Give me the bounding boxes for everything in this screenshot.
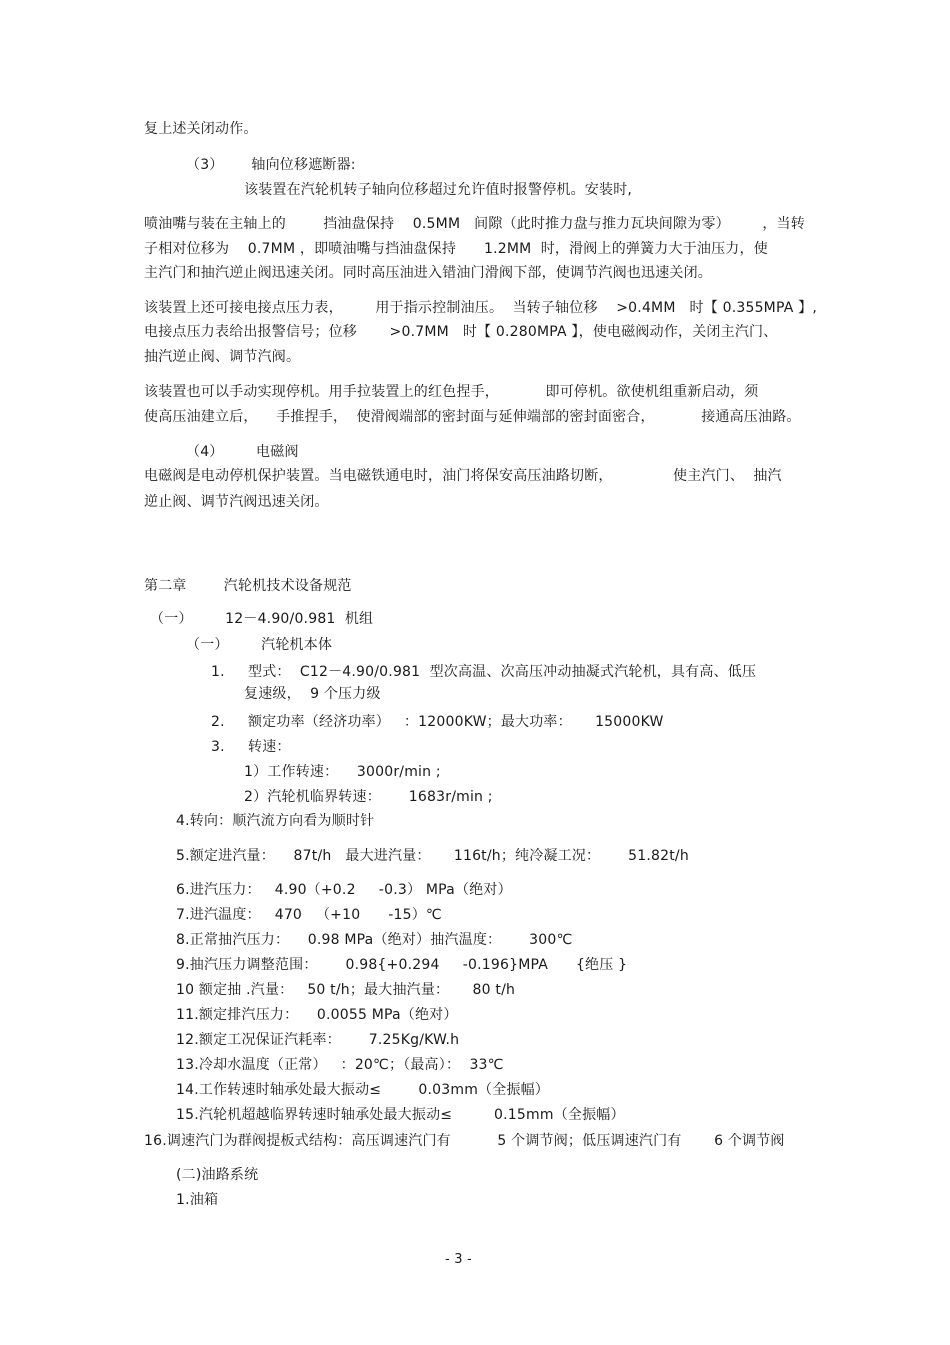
chapter-heading: 第二章 汽轮机技术设备规范 — [144, 578, 352, 594]
list-item: 13.冷却水温度（正常） ：20℃；（最高）： 33℃ — [176, 1057, 504, 1073]
text-line: 抽汽逆止阀、调节汽阀。 — [144, 349, 301, 365]
section-heading: （4） 电磁阀 — [186, 444, 299, 460]
list-item: 16.调速汽门为群阀提板式结构：高压调速汽门有 5 个调节阀；低压调速汽门有 6 个调节阀 — [144, 1133, 785, 1149]
section-heading: （一） 12－4.90/0.981 机组 — [150, 611, 374, 627]
list-item: 3. 转速： — [211, 739, 291, 755]
list-item: 10 额定抽 .汽量： 50 t/h；最大抽汽量： 80 t/h — [176, 982, 516, 998]
text-line: 复上述关闭动作。 — [144, 121, 258, 137]
text-line: 电接点压力表给出报警信号；位移 >0.7MM 时【 0.280MPA 】，使电磁阀动作，关闭主汽门、 — [144, 324, 778, 340]
text-line: 该装置在汽轮机转子轴向位移超过允许值时报警停机。安装时, — [244, 182, 633, 198]
text-line: 逆止阀、调节汽阀迅速关闭。 — [144, 494, 329, 510]
text-line: 电磁阀是电动停机保护装置。当电磁铁通电时，油门将保安高压油路切断， 使主汽门、 抽汽 — [144, 468, 782, 484]
list-item: 9.抽汽压力调整范围： 0.98{+0.294 -0.196}MPA {绝压 } — [176, 957, 628, 973]
text-line: 喷油嘴与装在主轴上的 挡油盘保持 0.5MM 间隙（此时推力盘与推力瓦块间隙为零） ，当转 — [144, 216, 805, 232]
list-item: 1. 型式： C12－4.90/0.981 型次高温、次高压冲动抽凝式汽轮机，具有高、低压 — [211, 664, 757, 680]
section-heading: (二)油路系统 — [176, 1167, 259, 1183]
text-line: 复速级， 9 个压力级 — [244, 686, 381, 702]
list-item: 1.油箱 — [176, 1192, 219, 1208]
list-item: 8.正常抽汽压力： 0.98 MPa（绝对）抽汽温度： 300℃ — [176, 932, 573, 948]
list-item: 6.进汽压力： 4.90（+0.2 -0.3） MPa（绝对） — [176, 882, 512, 898]
list-item: 11.额定排汽压力： 0.0055 MPa（绝对） — [176, 1007, 458, 1023]
list-item: 2. 额定功率（经济功率） ：12000KW；最大功率： 15000KW — [211, 714, 664, 730]
list-item: 12.额定工况保证汽耗率： 7.25Kg/KW.h — [176, 1032, 460, 1048]
list-item: 1）工作转速： 3000r/min ; — [244, 764, 441, 780]
list-item: 4.转向：顺汽流方向看为顺时针 — [176, 813, 375, 829]
text-line: 该装置上还可接电接点压力表， 用于指示控制油压。 当转子轴位移 >0.4MM 时【 0.355MPA 】, — [144, 300, 817, 316]
list-item: 15.汽轮机超越临界转速时轴承处最大振动≤ 0.15mm（全振幅） — [176, 1107, 625, 1123]
list-item: 7.进汽温度： 470 （+10 -15）℃ — [176, 907, 442, 923]
text-line: 该装置也可以手动实现停机。用手拉装置上的红色捏手， 即可停机。欲使机组重新启动，须 — [144, 384, 759, 400]
list-item: 14.工作转速时轴承处最大振动≤ 0.03mm（全振幅） — [176, 1082, 550, 1098]
list-item: 2）汽轮机临界转速： 1683r/min ; — [244, 789, 493, 805]
text-line: 使高压油建立后， 手推捏手， 使滑阀端部的密封面与延伸端部的密封面密合， 接通高压油路。 — [144, 409, 801, 425]
page-number: - 3 - — [445, 1252, 472, 1267]
text-line: 主汽门和抽汽逆止阀迅速关闭。同时高压油进入错油门滑阀下部，使调节汽阀也迅速关闭。 — [144, 265, 712, 281]
section-heading: （3） 轴向位移遮断器: — [186, 157, 356, 173]
list-item: 5.额定进汽量： 87t/h 最大进汽量： 116t/h；纯冷凝工况： 51.82t/h — [176, 848, 689, 864]
section-heading: （一） 汽轮机本体 — [186, 637, 333, 653]
text-line: 子相对位移为 0.7MM ，即喷油嘴与挡油盘保持 1.2MM 时，滑阀上的弹簧力大于油压力，使 — [144, 241, 768, 257]
